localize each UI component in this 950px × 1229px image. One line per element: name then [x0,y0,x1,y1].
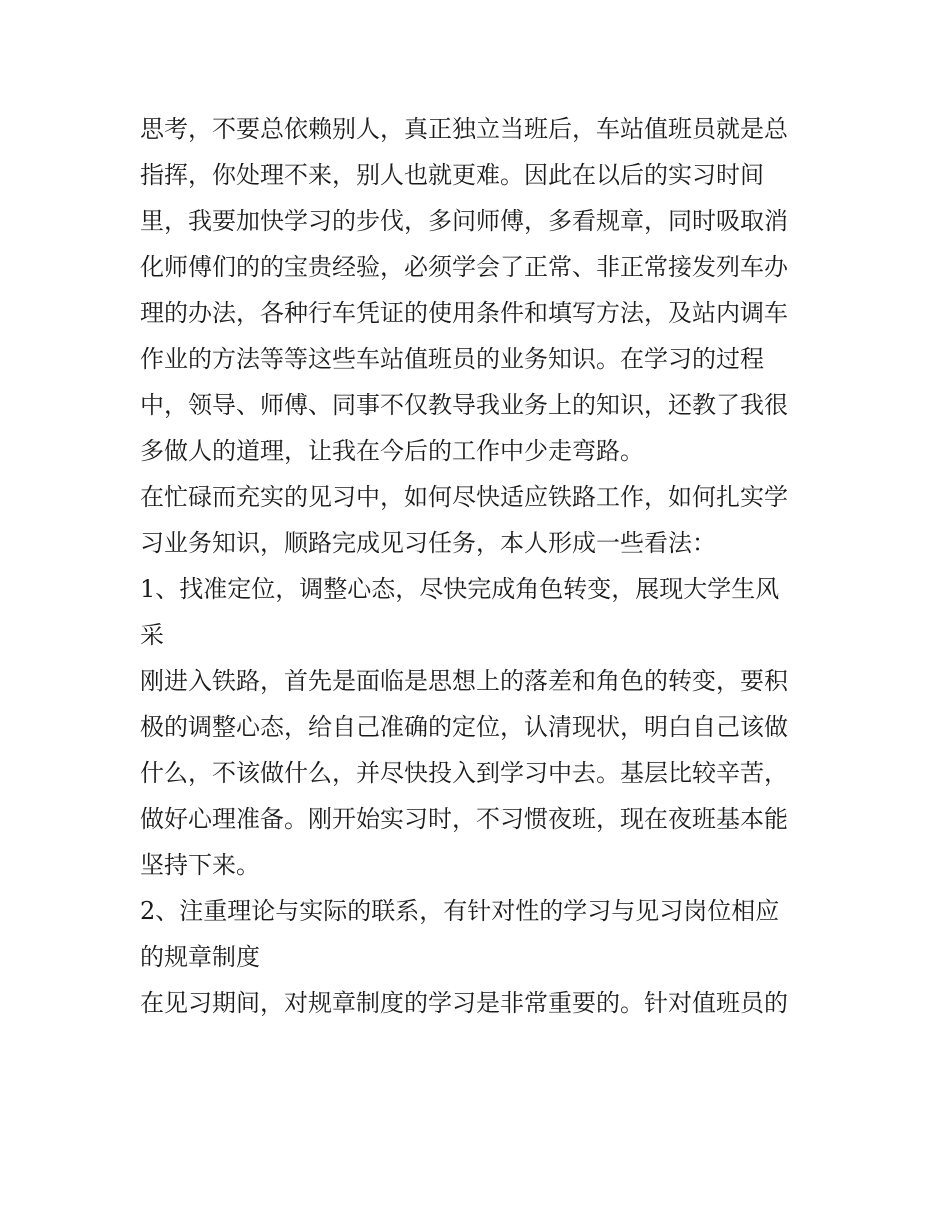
text-line: 习业务知识，顺路完成见习任务，本人形成一些看法： [140,529,716,557]
text-line: 多做人的道理，让我在今后的工作中少走弯路。 [140,437,644,465]
section-heading-line: 1、找准定位，调整心态，尽快完成角色转变，展现大学生风 [140,575,780,603]
text-line: 在忙碌而充实的见习中，如何尽快适应铁路工作，如何扎实学 [140,483,788,511]
text-line: 指挥，你处理不来，别人也就更难。因此在以后的实习时间 [140,161,764,189]
text-line: 做好心理准备。刚开始实习时，不习惯夜班，现在夜班基本能 [140,805,788,833]
text-line: 作业的方法等等这些车站值班员的业务知识。在学习的过程 [140,345,764,373]
section-heading-line: 的规章制度 [140,943,260,971]
text-line: 理的办法，各种行车凭证的使用条件和填写方法，及站内调车 [140,299,788,327]
text-line: 中，领导、师傅、同事不仅教导我业务上的知识，还教了我很 [140,391,788,419]
text-line: 刚进入铁路，首先是面临是思想上的落差和角色的转变，要积 [140,667,788,695]
text-line: 在见习期间，对规章制度的学习是非常重要的。针对值班员的 [140,989,788,1017]
text-line: 思考，不要总依赖别人，真正独立当班后，车站值班员就是总 [140,115,788,143]
text-line: 化师傅们的的宝贵经验，必须学会了正常、非正常接发列车办 [140,253,788,281]
text-line: 什么，不该做什么，并尽快投入到学习中去。基层比较辛苦， [140,759,788,787]
section-heading-line: 采 [140,621,164,649]
section-heading-line: 2、注重理论与实际的联系，有针对性的学习与见习岗位相应 [140,897,780,925]
document-body [140,106,820,1026]
text-line: 坚持下来。 [140,851,260,879]
text-line: 里，我要加快学习的步伐，多问师傅，多看规章，同时吸取消 [140,207,788,235]
text-line: 极的调整心态，给自己准确的定位，认清现状，明白自己该做 [140,713,788,741]
